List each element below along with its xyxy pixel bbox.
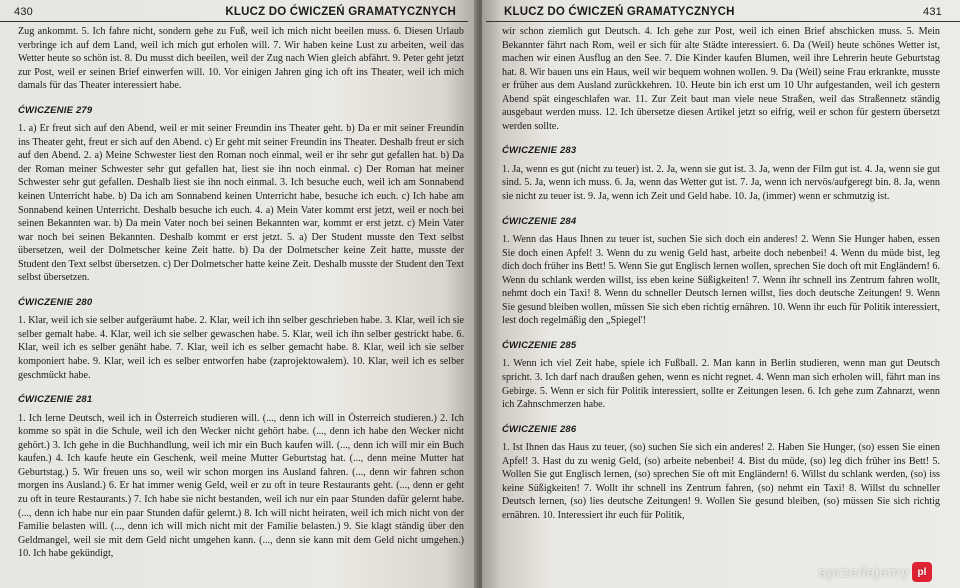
exercise-answers: 1. a) Er freut sich auf den Abend, weil er mit seiner Freundin ins Theater geht. b) Da er mit seiner Freundin ins Theater geht, freut er sich auf den Abend. c) Er geht mit seiner Freundin ins Theater. Deshalb freut er sich auf den Abend. 2. a) Meine Schwester liest den Roman noch einmal, weil er ihr sehr gut gefallen hat. b) Da der Roman meiner Schwester sehr gut gefallen hat, liest sie ihn noch einmal. c) Der Roman hat meiner Schwester sehr gut gefallen. Deshalb liest sie ihn noch einmal. 3. Ich besuche euch, weil ich am Sonnabend keinen Unterricht habe. b) Da ich am Sonnabend keinen Unterricht habe, besuche ich euch. c) Ich habe am Sonnabend keinen Unterricht. Deshalb besuche ich euch. 4. a) Mein Vater kommt erst jetzt, weil er noch bei seinen Bekannten war. b) Da mein Vater noch bei seinen Bekannten war, kommt er erst jetzt. c) Mein Vater war noch bei seinen Bekannten. Deshalb kommt er erst jetzt. 5. a) Der Student musste den Text selbst übersetzen, weil der Dolmetscher keine Zeit hatte. b) Da der Dolmetscher keine Zeit hatte, musste der Student den Text selbst übersetzen. c) Der Dolmetscher hatte keine Zeit. Deshalb musste der Student den Text selbst übersetzen. [18,123,464,284]
watermark-logo-icon: pl [912,562,932,582]
watermark-text: sprzedajemy [818,563,909,581]
watermark [818,562,932,582]
running-title: KLUCZ DO ĆWICZEŃ GRAMATYCZNYCH [225,6,456,18]
page-number: 431 [923,6,942,18]
page-number: 430 [14,6,33,18]
right-page-body [502,22,940,523]
exercise-title: ĆWICZENIE 280 [18,296,93,308]
left-page-body [18,22,464,561]
exercise-answers: 1. Klar, weil ich sie selber aufgeräumt habe. 2. Klar, weil ich ihn selber geschrieben habe. 3. Klar, weil ich sie selber gemalt habe. 4. Klar, weil ich sie selber gewaschen habe. 5. Klar, weil ich ihn selber gestrickt habe. 6. Klar, weil ich es selber genäht habe. 7. Klar, weil ich es selber gemacht habe. 8. Klar, weil ich sie selber komponiert habe. 9. Klar, weil ich es selber entworfen habe (zaprojektowałem). 10. Klar, weil ich es selber geschmückt habe. [18,315,464,381]
exercise-title: ĆWICZENIE 284 [502,215,577,227]
exercise-answers: 1. Ich lerne Deutsch, weil ich in Österreich studieren will. (..., denn ich will in Österreich studieren.) 2. Ich komme so spät in die Schule, weil ich den Wecker nicht gehört habe. (..., denn ich habe den Wecker nicht gehört.) 3. Ich gehe in die Buchhandlung, weil ich mir ein Buch kaufen will. (..., denn ich will mir ein Buch kaufen.) 4. Ich kaufe heute ein Geschenk, weil meine Mutter Geburtstag hat. (..., denn meine Mutter hat Geburtstag.) 5. Wir freuen uns so, weil wir schon morgen ins Ausland fahren. (..., denn wir fahren schon morgen ins Ausland.) 6. Er hat immer wenig Geld, weil er zu oft in teure Restaurants geht. (..., denn er geht zu oft in teure Restaurants.) 7. Ich habe sie nicht bestanden, weil ich nur ein paar Stunden dafür gelernt habe. (..., denn ich habe nur ein paar Stunden dafür gelernt.) 8. Ich will nicht heiraten, weil ich mich nicht von der Familie belasten will. (..., denn ich will mich nicht mit der Familie belasten.) 9. Sie klagt ständig über den Geldmangel, weil sie mit dem Geld nicht umgehen kann. (..., denn sie kann mit dem Geld nicht umgehen.) 10. Ich habe gekündigt, [18,412,464,560]
running-title: KLUCZ DO ĆWICZEŃ GRAMATYCZNYCH [504,6,735,18]
exercise-title: ĆWICZENIE 286 [502,423,577,435]
right-page [482,0,960,588]
exercise-title: ĆWICZENIE 285 [502,339,577,351]
exercise-answers: 1. Wenn ich viel Zeit habe, spiele ich Fußball. 2. Man kann in Berlin studieren, wenn man gut Deutsch spricht. 3. Ich darf nach draußen gehen, wenn es nicht regnet. 4. Wenn man sich erholen will, fährt man ins Gebirge. 5. Wenn er sich für Politik interessiert, sollte er Zeitungen lesen. 6. Ich gehe zum Zahnarzt, wenn ich Zahnschmerzen habe. [502,358,940,411]
exercise-answers: 1. Ist Ihnen das Haus zu teuer, (so) suchen Sie sich ein anderes! 2. Haben Sie Hunger, (so) essen Sie einen Apfel! 3. Hast du zu wenig Geld, (so) arbeite nebenbei! 4. Bist du müde, (so) leg dich früher ins Bett! 5. Wollen Sie gut Englisch lernen, (so) sprechen Sie oft mit Engländern! 6. Willst du schlank werden, (so) iss keine Süßigkeiten! 7. Wollt ihr schnell ins Zentrum fahren, (so) nehmt ein Taxi! 8. Willst du schneller Deutsch lernen, (so) lies deutsche Zeitungen! 9. Wollen Sie gesund bleiben, (so) müssen Sie sich richtig ernähren. 10. Interessiert ihr euch für Politik, [502,442,940,521]
exercise-title: ĆWICZENIE 279 [18,104,93,116]
exercise-answers: 1. Wenn das Haus Ihnen zu teuer ist, suchen Sie sich doch ein anderes! 2. Wenn Sie Hunger haben, essen Sie doch einen Apfel! 3. Wenn du zu wenig Geld hast, arbeite doch nebenbei! 4. Wenn du müde bist, leg dich doch früher ins Bett! 5. Wenn Sie gut Englisch lernen wollen, sprechen Sie doch oft mit Engländern! 6. Wenn du schlank werden willst, iss eben keine Süßigkeiten! 7. Wenn ihr schnell ins Zentrum fahren wollt, nehmt doch ein Taxi! 8. Wenn du schneller Deutsch lernen willst, lies doch deutsche Zeitungen! 9. Wenn Sie gesund bleiben wollen, müssen Sie sich eben richtig ernähren. 10. Wenn ihr euch für Politik interessiert, lest doch regelmäßig den „Spiegel'! [502,234,940,327]
continued-text: wir schon ziemlich gut Deutsch. 4. Ich gehe zur Post, weil ich einen Brief abschicken muss. 5. Mein Bekannter fährt nach Rom, weil er sich für alte Städte interessiert. 6. Da (Weil) heute schönes Wetter ist, machen wir einen Ausflug an den See. 7. Die Kinder kaufen Blumen, weil ihre Lehrerin heute Geburtstag hat. 8. Wir bauen uns ein Haus, weil wir bequem wohnen wollen. 9. Da (Weil) seine Frau erkrankte, musste er früher aus dem Ausland zurückkehren. 10. Heute bin ich erst um 10 Uhr aufgestanden, weil ich gestern Abend spät eingeschlafen war. 11. Zur Zeit baut man viele neue Straßen, weil das Straßennetz ständig ausgebaut werden muss. 12. Ich übersetze diesen Artikel jetzt so eifrig, weil er schon für gestern übersetzt werden sollte. [502,26,940,132]
left-page [0,0,478,588]
exercise-answers: 1. Ja, wenn es gut (nicht zu teuer) ist. 2. Ja, wenn sie gut ist. 3. Ja, wenn der Film gut ist. 4. Ja, wenn sie gut sind. 5. Ja, wenn ich muss. 6. Ja, wenn das Wetter gut ist. 7. Ja, wenn ich nervös/aufgeregt bin. 8. Ja, wenn sie nicht zu teuer ist. 9. Ja, wenn ich Zeit und Geld habe. 10. Ja, (immer) wenn er schmutzig ist. [502,163,940,203]
exercise-title: ĆWICZENIE 283 [502,145,577,157]
right-page-header [486,0,960,22]
continued-text: Zug ankommt. 5. Ich fahre nicht, sondern gehe zu Fuß, weil ich mich nicht beeilen muss. 6. Diesen Urlaub verbringe ich auf dem Land, weil ich mich gut erholen will. 7. Wir haben keine Lust zu arbeiten, weil das Wetter heute so schön ist. 8. Du musst dich beeilen, weil der Zug nach Wien gleich abfährt. 9. Peter geht jetzt zur Post, weil er seinen Brief einwerfen will. 10. Vor einigen Jahren ging ich oft ins Theater, weil ich mich damals für das Theater interessiert habe. [18,26,464,92]
left-page-header [0,0,468,22]
exercise-title: ĆWICZENIE 281 [18,394,93,406]
